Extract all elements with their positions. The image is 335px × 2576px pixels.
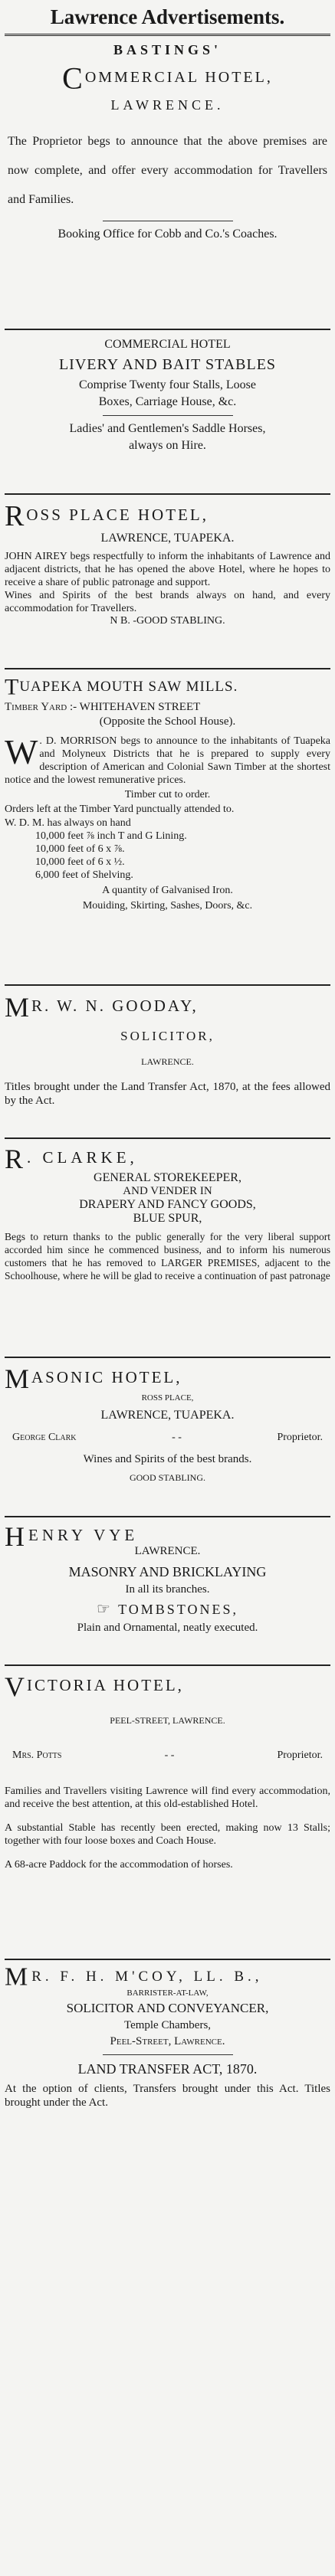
ad-line: Boxes, Carriage House, &c. [98, 395, 237, 408]
ad-line: Timber cut to order. [124, 788, 211, 800]
ad-line: ASONIC HOTEL, [31, 1368, 182, 1386]
ad-line: ICTORIA HOTEL, [27, 1676, 184, 1694]
drop-cap: M [5, 992, 32, 1023]
ad-line: Plain and Ornamental, neatly executed. [77, 1622, 258, 1635]
divider [103, 2054, 233, 2055]
proprietor-dashes: - - [172, 1432, 182, 1444]
ad-line: ROSS PLACE, [141, 1393, 194, 1403]
ad-body: Families and Travellers visiting Lawrence will find every accommodation, and receive the best attention, at this old-established Hotel. [5, 1786, 330, 1811]
drop-cap: R [5, 1144, 28, 1175]
ad-subheading: GENERAL STOREKEEPER, [94, 1171, 241, 1185]
ad-heading [5, 499, 330, 532]
ad-body: Begs to return thanks to the public generally for the very liberal support accorded him since he commenced business, and to inform his numerous customers that he has removed to LARGER PREMISES, adjacent to the Schoolhouse, where he will be glad to receive a continuation of past patronage [5, 1231, 330, 1282]
ad-line: Wines and Spirits of the best brands. [83, 1453, 252, 1466]
list-item: 10,000 feet of 6 x ½. [35, 856, 125, 868]
ad-line: Peel-Street, Lawrence. [110, 2034, 225, 2047]
ad-line: TOMBSTONES, [118, 1602, 238, 1618]
ad-line [5, 701, 330, 714]
stock-list [5, 830, 330, 882]
ad-victoria-hotel [5, 1671, 330, 1960]
ad-line: GOOD STABLING. [129, 1472, 206, 1484]
divider [103, 415, 233, 416]
ad-line: In all its branches. [125, 1583, 210, 1596]
ad-subheading: MASONRY AND BRICKLAYING [68, 1564, 267, 1580]
ad-masonic-hotel [5, 1363, 330, 1517]
ad-subheading: LAWRENCE, TUAPEKA. [100, 1409, 235, 1422]
timber-yard-label: Timber Yard :- [5, 700, 77, 713]
timber-yard-value: WHITEHAVEN STREET [79, 700, 201, 713]
list-item: 10,000 feet of 6 x ⅞. [35, 843, 125, 855]
ad-line: OSS PLACE HOTEL, [26, 506, 209, 524]
page-title: Lawrence Advertisements. [5, 0, 330, 36]
ad-subheading [5, 61, 330, 96]
ad-body: A substantial Stable has recently been erected, making now 13 Stalls; together with four loose boxes and Coach House. [5, 1822, 330, 1848]
ad-line: Orders left at the Timber Yard punctually attended to. [5, 803, 235, 815]
ad-henry-vye [5, 1520, 330, 1666]
ad-line: ENRY VYE [28, 1526, 139, 1544]
proprietor-name: Mrs. Potts [12, 1750, 62, 1762]
drop-cap: W [5, 732, 38, 771]
ad-gooday-solicitor [5, 990, 330, 1139]
ad-heading: BASTINGS' [113, 42, 222, 57]
hand-pointer-icon: ☞ [97, 1601, 113, 1619]
ad-line: BLUE SPUR, [133, 1212, 202, 1226]
ad-line: Comprise Twenty four Stalls, Loose [78, 378, 256, 391]
ad-heading [5, 1671, 330, 1701]
drop-cap: M [5, 1962, 32, 1992]
ad-subheading: LIVERY AND BAIT STABLES [58, 356, 277, 373]
ad-body [5, 732, 330, 787]
ad-ross-place-hotel [5, 499, 330, 669]
ad-line: R. W. N. GOODAY, [31, 997, 199, 1015]
ad-subheading: SOLICITOR AND CONVEYANCER, [66, 2000, 269, 2015]
ad-line: Mouiding, Skirting, Sashes, Doors, &c. [82, 899, 253, 912]
proprietor-name: George Clark [12, 1432, 77, 1444]
ad-line: N B. -GOOD STABLING. [110, 615, 225, 627]
ad-body: A 68-acre Paddock for the accommodation of horses. [5, 1859, 233, 1871]
ad-line: W. D. M. has always on hand [5, 817, 131, 829]
proprietor-row [5, 1432, 330, 1444]
ad-line: Ladies' and Gentlemen's Saddle Horses, [69, 422, 266, 435]
ad-heading [5, 990, 330, 1023]
ad-livery-stables [5, 338, 330, 495]
ad-line: OMMERCIAL HOTEL, [84, 69, 273, 86]
ad-subheading: SOLICITOR, [120, 1029, 215, 1044]
drop-cap: T [5, 674, 20, 700]
ad-line: UAPEKA MOUTH SAW MILLS. [19, 679, 238, 695]
ad-line: AND VENDER IN [123, 1185, 212, 1198]
ad-line: PEEL-STREET, LAWRENCE. [110, 1715, 225, 1727]
ad-heading: COMMERCIAL HOTEL [104, 338, 231, 351]
ad-line: LAWRENCE. [110, 97, 225, 113]
list-item: 10,000 feet ⅞ inch T and G Lining. [35, 830, 187, 842]
ad-body: JOHN AIREY begs respectfully to inform the inhabitants of Lawrence and adjacent districts, that he has opened the above Hotel, where he hopes to receive a share of public patronage and support. [5, 551, 330, 589]
ad-heading [5, 1963, 330, 1992]
ad-subheading: LAWRENCE, TUAPEKA. [100, 532, 235, 545]
ad-body: At the option of clients, Transfers brought under this Act. Titles brought under the Act. [5, 2082, 330, 2109]
ad-bastings [5, 42, 330, 330]
ad-subheading: LAND TRANSFER ACT, 1870. [77, 2060, 258, 2077]
ad-tuapeka-saw-mills [5, 674, 330, 986]
ad-line: BARRISTER-AT-LAW, [126, 1988, 209, 1998]
ad-heading [5, 674, 330, 701]
ad-line: . CLARKE, [27, 1148, 138, 1167]
ad-line: Booking Office for Cobb and Co.'s Coaches. [57, 227, 278, 241]
ad-body-text: . D. MORRISON begs to announce to the inhabitants of Tuapeka and Molyneux Districts that he is prepared to supply every description of American and Colonial Sawn Timber at the shortest notice and the lowest remunerative prices. [5, 735, 330, 786]
drop-cap: V [5, 1671, 27, 1703]
proprietor-row [5, 1750, 330, 1762]
ad-heading [5, 1363, 330, 1393]
ad-body: The Proprietor begs to announce that the above premises are now complete, and offer every accommodation for Travellers and Families. [8, 135, 327, 207]
ad-line: A quantity of Galvanised Iron. [102, 884, 233, 896]
ad-line: Temple Chambers, [123, 2018, 212, 2031]
ad-line: LAWRENCE. [134, 1545, 201, 1558]
drop-cap: H [5, 1521, 28, 1553]
drop-cap: M [5, 1363, 32, 1395]
list-item: 6,000 feet of Shelving. [35, 869, 133, 881]
ad-line: (Opposite the School House). [99, 715, 236, 728]
drop-cap: C [62, 61, 85, 96]
drop-cap: R [5, 500, 27, 533]
proprietor-title: Proprietor. [277, 1432, 323, 1444]
ad-subheading [5, 1599, 330, 1619]
ad-heading [5, 1142, 330, 1174]
ad-line: DRAPERY AND FANCY GOODS, [79, 1198, 256, 1212]
ad-clarke-storekeeper [5, 1142, 330, 1358]
proprietor-title: Proprietor. [277, 1750, 323, 1762]
proprietor-dashes: - - [164, 1750, 175, 1762]
ad-line: always on Hire. [129, 439, 206, 452]
ad-line: R. F. H. M'COY, LL. B., [31, 1969, 263, 1985]
ad-body: Wines and Spirits of the best brands always on hand, and every accommodation for Travellers. [5, 590, 330, 615]
ad-mccoy-barrister [5, 1963, 330, 2155]
ad-body: Titles brought under the Land Transfer Act, 1870, at the fees allowed by the Act. [5, 1081, 330, 1108]
ad-line: LAWRENCE. [141, 1056, 194, 1068]
